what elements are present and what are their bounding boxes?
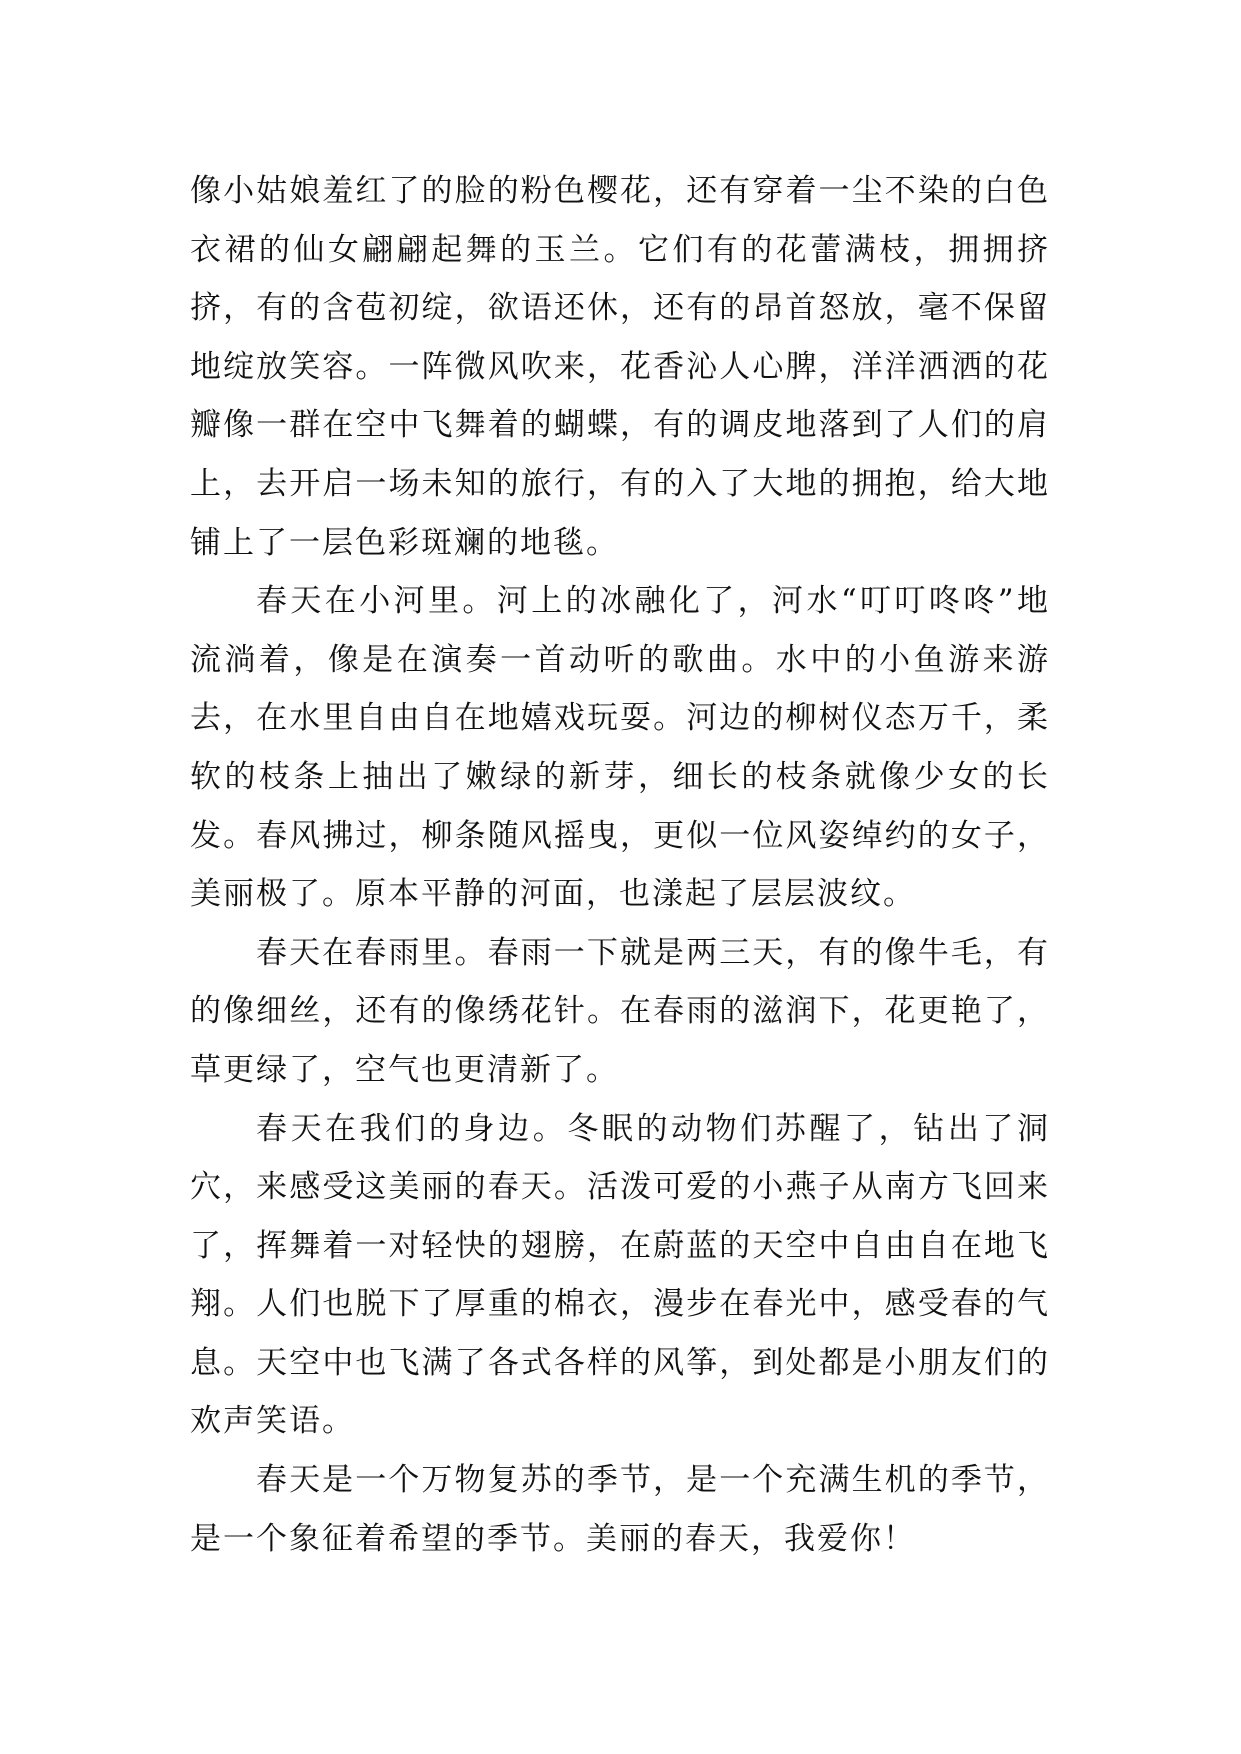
paragraph-4: 春天在我们的身边。冬眠的动物们苏醒了，钻出了洞穴，来感受这美丽的春天。活泼可爱的小燕子从南方飞回来了，挥舞着一对轻快的翅膀，在蔚蓝的天空中自由自在地飞翔。人们也脱下了厚重的棉衣，漫步在春光中，感受春的气息。天空中也飞满了各式各样的风筝，到处都是小朋友们的欢声笑语。 <box>190 1110 1050 1440</box>
paragraph-1: 像小姑娘羞红了的脸的粉色樱花，还有穿着一尘不染的白色衣裙的仙女翩翩起舞的玉兰。它们有的花蕾满枝，拥拥挤挤，有的含苞初绽，欲语还休，还有的昂首怒放，毫不保留地绽放笑容。一阵微风吹来，花香沁人心脾，洋洋洒洒的花瓣像一群在空中飞舞着的蝴蝶，有的调皮地落到了人们的肩上，去开启一场未知的旅行，有的入了大地的拥抱，给大地铺上了一层色彩斑斓的地毯。 <box>190 173 1050 561</box>
body-text <box>190 162 1050 1568</box>
paragraph-3: 春天在春雨里。春雨一下就是两三天，有的像牛毛，有的像细丝，还有的像绣花针。在春雨的滋润下，花更艳了，草更绿了，空气也更清新了。 <box>190 934 1050 1088</box>
paragraph-2: 春天在小河里。河上的冰融化了，河水“叮叮咚咚”地流淌着，像是在演奏一首动听的歌曲。水中的小鱼游来游去，在水里自由自在地嬉戏玩耍。河边的柳树仪态万千，柔软的枝条上抽出了嫩绿的新芽，细长的枝条就像少女的长发。春风拂过，柳条随风摇曳，更似一位风姿绰约的女子，美丽极了。原本平静的河面，也漾起了层层波纹。 <box>190 583 1050 913</box>
paragraph-5: 春天是一个万物复苏的季节，是一个充满生机的季节，是一个象征着希望的季节。美丽的春天，我爱你！ <box>190 1462 1050 1557</box>
